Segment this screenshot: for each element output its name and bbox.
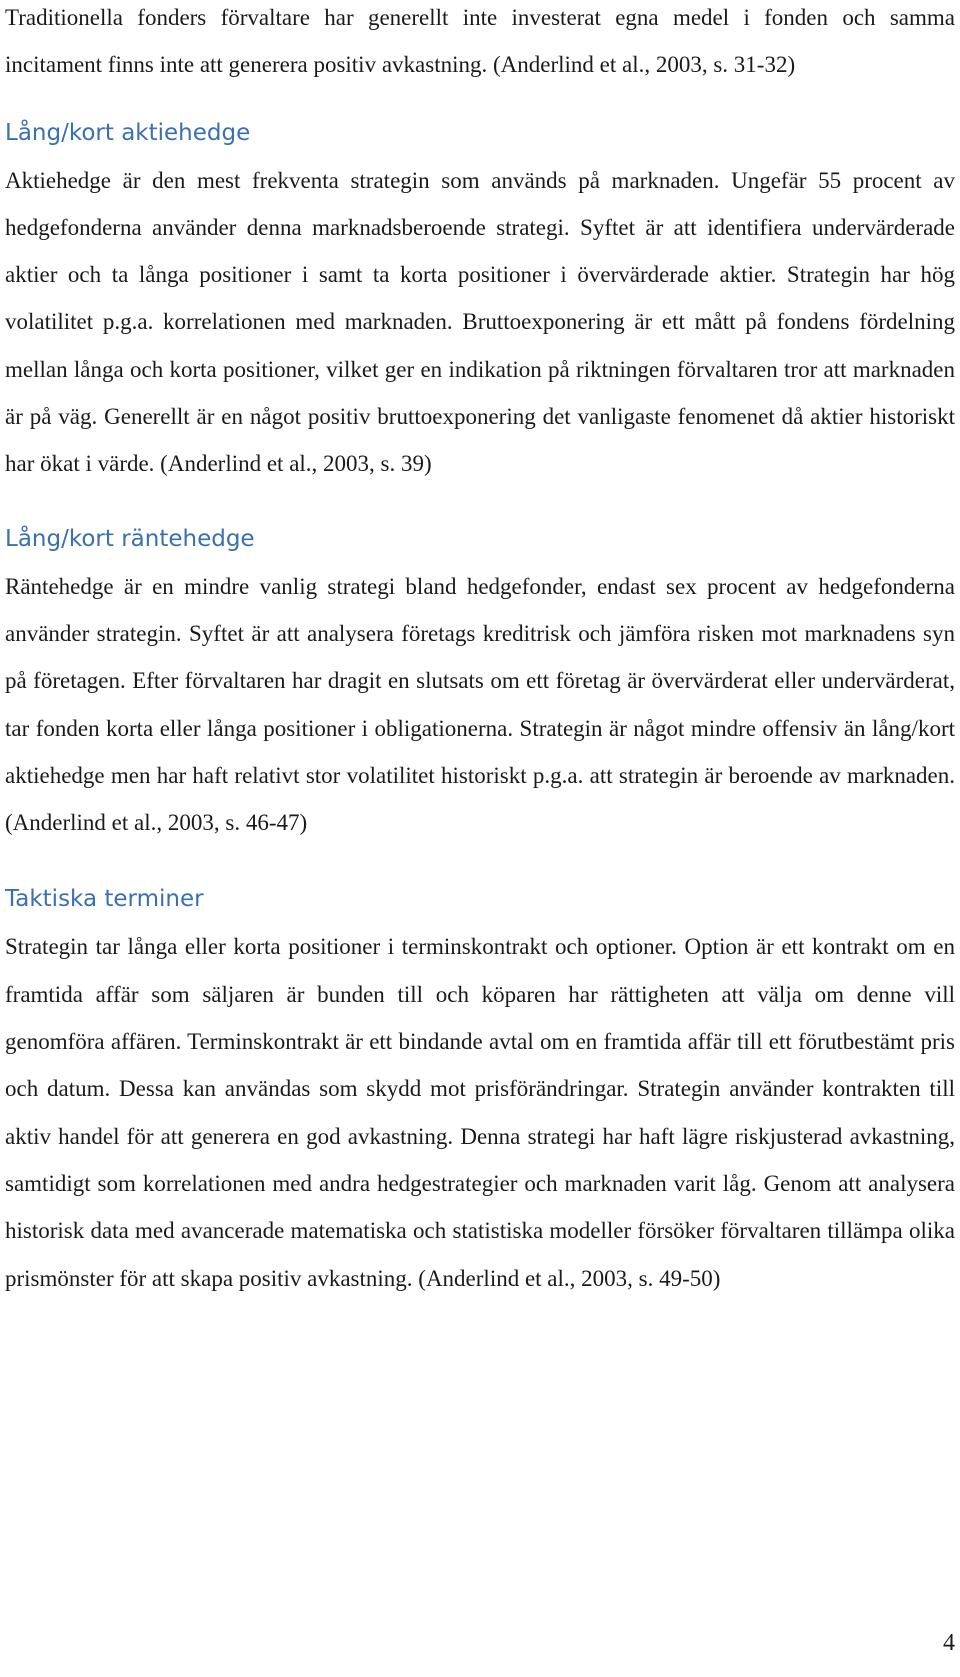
section-body-rantehedge: Räntehedge är en mindre vanlig strategi bland hedgefonder, endast sex procent av hedgefonderna använder strategin. Syftet är att analysera företags kreditrisk och jämföra risken mot marknadens syn på företagen. Efter förvaltaren har dragit en slutsats om ett företag är övervärderat eller undervärderat, tar fonden korta eller långa positioner i obligationerna. Strategin är något mindre offensiv än lång/kort aktiehedge men har haft relativt stor volatilitet historiskt p.g.a. att strategin är beroende av marknaden. (Anderlind et al., 2003, s. 46-47) xyxy=(5,573,955,836)
section-body-aktiehedge: Aktiehedge är den mest frekventa strategin som används på marknaden. Ungefär 55 procent av hedgefonderna använder denna marknadsberoende strategi. Syftet är att identifiera undervärderade aktier och ta långa positioner i samt ta korta positioner i övervärderade aktier. Strategin har hög volatilitet p.g.a. korrelationen med marknaden. Bruttoexponering är ett mått på fondens fördelning mellan långa och korta positioner, vilket ger en indikation på riktningen förvaltaren tror att marknaden är på väg. Generellt är en något positiv bruttoexponering det vanligaste fenomenet då aktier historiskt har ökat i värde. (Anderlind et al., 2003, s. 39) xyxy=(5,167,955,477)
document-body xyxy=(5,0,955,1302)
intro-paragraph: Traditionella fonders förvaltare har generellt inte investerat egna medel i fonden och samma incitament finns inte att generera positiv avkastning. (Anderlind et al., 2003, s. 31-32) xyxy=(5,5,955,78)
page-number: 4 xyxy=(943,1630,955,1656)
section-heading-taktiska-terminer: Taktiska terminer xyxy=(5,886,204,913)
section-body-taktiska-terminer: Strategin tar långa eller korta positioner i terminskontrakt och optioner. Option är ett kontrakt om en framtida affär som säljaren är bunden till och köparen har rättigheten att välja om denne vill genomföra affären. Terminskontrakt är ett bindande avtal om en framtida affär till ett förutbestämt pris och datum. Dessa kan användas som skydd mot prisförändringar. Strategin använder kontrakten till aktiv handel för att generera en god avkastning. Denna strategi har haft lägre riskjusterad avkastning, samtidigt som korrelationen med andra hedgestrategier och marknaden varit låg. Genom att analysera historisk data med avancerade matematiska och statistiska modeller försöker förvaltaren tillämpa olika prismönster för att skapa positiv avkastning. (Anderlind et al., 2003, s. 49-50) xyxy=(5,934,955,1291)
section-heading-rantehedge: Lång/kort räntehedge xyxy=(5,525,255,552)
section-heading-aktiehedge: Lång/kort aktiehedge xyxy=(5,119,251,146)
